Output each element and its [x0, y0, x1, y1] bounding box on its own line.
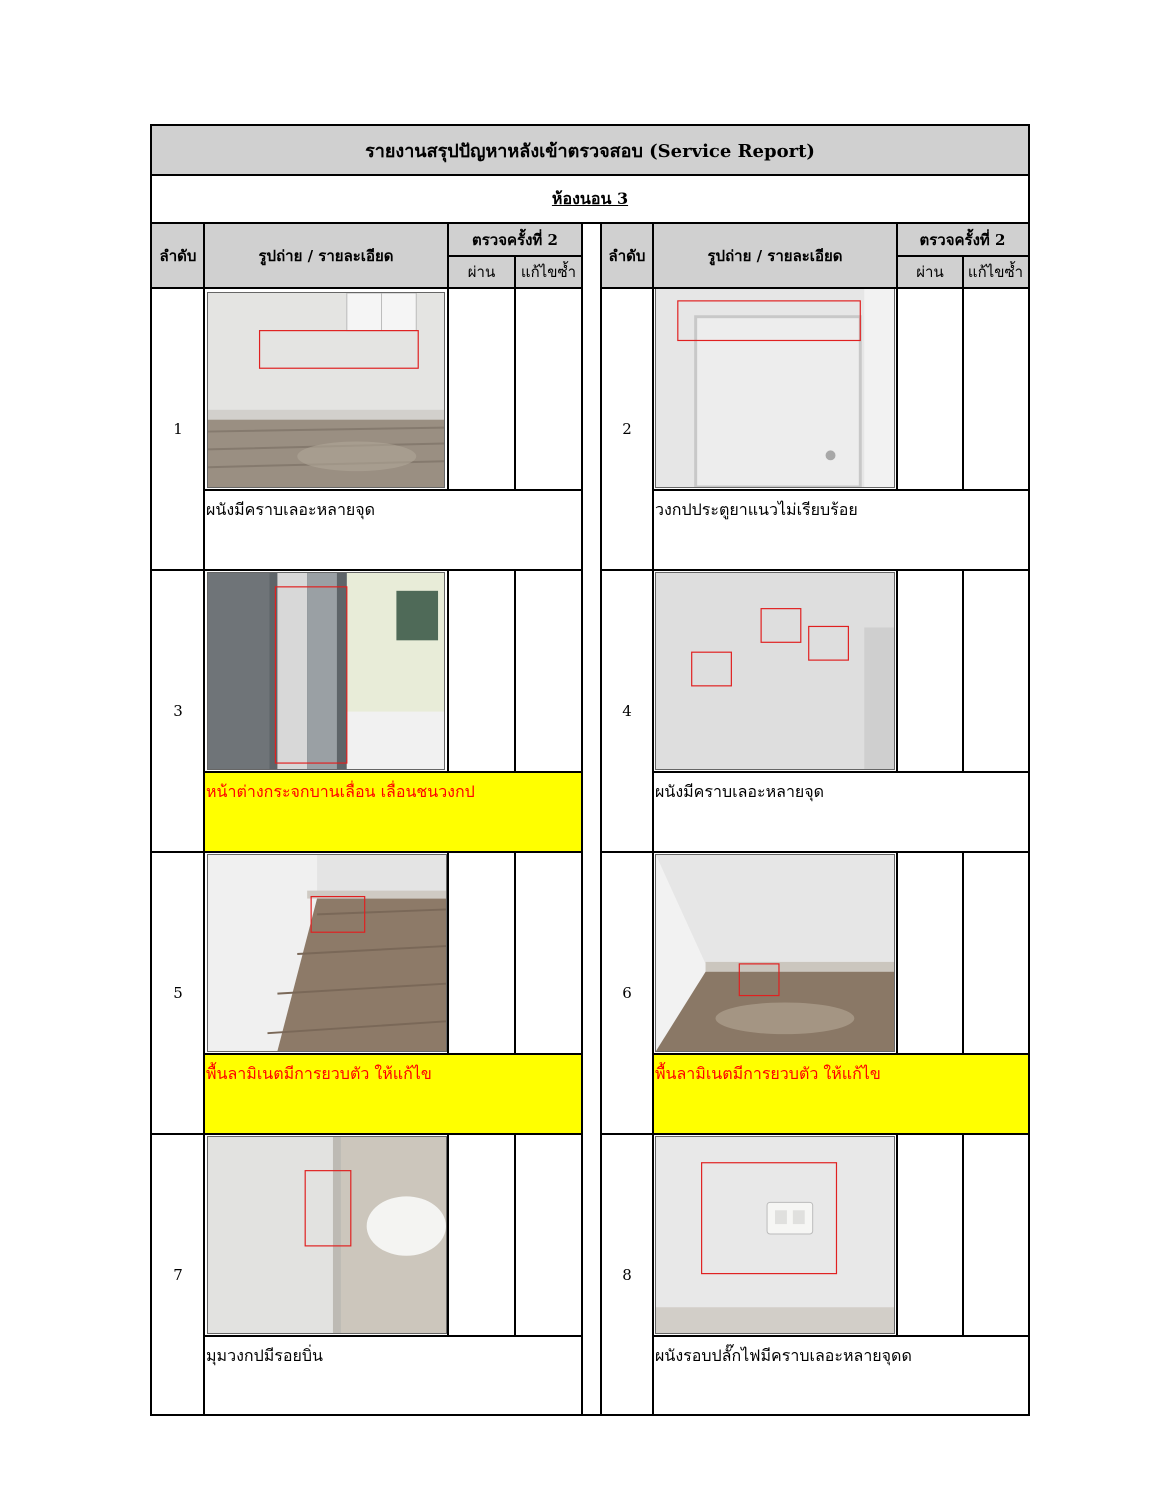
- header-fix-right: แก้ไขซ้ำ: [963, 256, 1028, 288]
- header-inspection-right: ตรวจครั้งที่ 2: [897, 224, 1028, 256]
- photo-wall-stains: [655, 572, 895, 770]
- item-number: 8: [622, 1266, 632, 1284]
- photo-door-frame-sealant: [655, 288, 895, 488]
- header-order-left: ลำดับ: [152, 224, 204, 288]
- item-number: 5: [173, 984, 183, 1002]
- header-pass-right: ผ่าน: [897, 256, 963, 288]
- header-photo-detail-left: รูปถ่าย / รายละเอียด: [204, 224, 448, 288]
- photo-laminate-floor: [207, 854, 447, 1052]
- item-number: 4: [622, 702, 632, 720]
- photo-laminate-floor-corner: [655, 854, 895, 1052]
- item-number: 3: [173, 702, 183, 720]
- photo-door-frame-corner-chip: [207, 1136, 447, 1334]
- photo-outlet-wall-stains: [655, 1136, 895, 1334]
- item-note: พื้นลามิเนตมีการยวบตัว ให้แก้ไข: [204, 1054, 582, 1134]
- report-title: รายงานสรุปปัญหาหลังเข้าตรวจสอบ (Service Report): [152, 126, 1028, 176]
- item-number: 1: [173, 420, 183, 438]
- room-title: ห้องนอน 3: [152, 176, 1028, 224]
- item-note: พื้นลามิเนตมีการยวบตัว ให้แก้ไข: [653, 1054, 1028, 1134]
- item-number: 2: [622, 420, 632, 438]
- item-note: ผนังมีคราบเลอะหลายจุด: [655, 782, 825, 801]
- header-pass-left: ผ่าน: [448, 256, 515, 288]
- header-photo-detail-right: รูปถ่าย / รายละเอียด: [653, 224, 897, 288]
- photo-wall-stains-under-window: [207, 292, 445, 488]
- item-note: ผนังรอบปลั๊กไฟมีคราบเลอะหลายจุดด: [655, 1346, 912, 1365]
- header-order-right: ลำดับ: [601, 224, 653, 288]
- header-fix-left: แก้ไขซ้ำ: [515, 256, 582, 288]
- item-note: ผนังมีคราบเลอะหลายจุด: [206, 500, 376, 519]
- item-note: หน้าต่างกระจกบานเลื่อน เลื่อนชนวงกป: [204, 772, 582, 852]
- item-number: 6: [622, 984, 632, 1002]
- header-inspection-left: ตรวจครั้งที่ 2: [448, 224, 582, 256]
- item-note: มุมวงกปมีรอยบิ่น: [206, 1346, 323, 1365]
- service-report-table: [150, 124, 1030, 1416]
- item-number: 7: [173, 1266, 183, 1284]
- photo-sliding-window: [207, 572, 445, 770]
- item-note: วงกปประตูยาแนวไม่เรียบร้อย: [655, 500, 858, 519]
